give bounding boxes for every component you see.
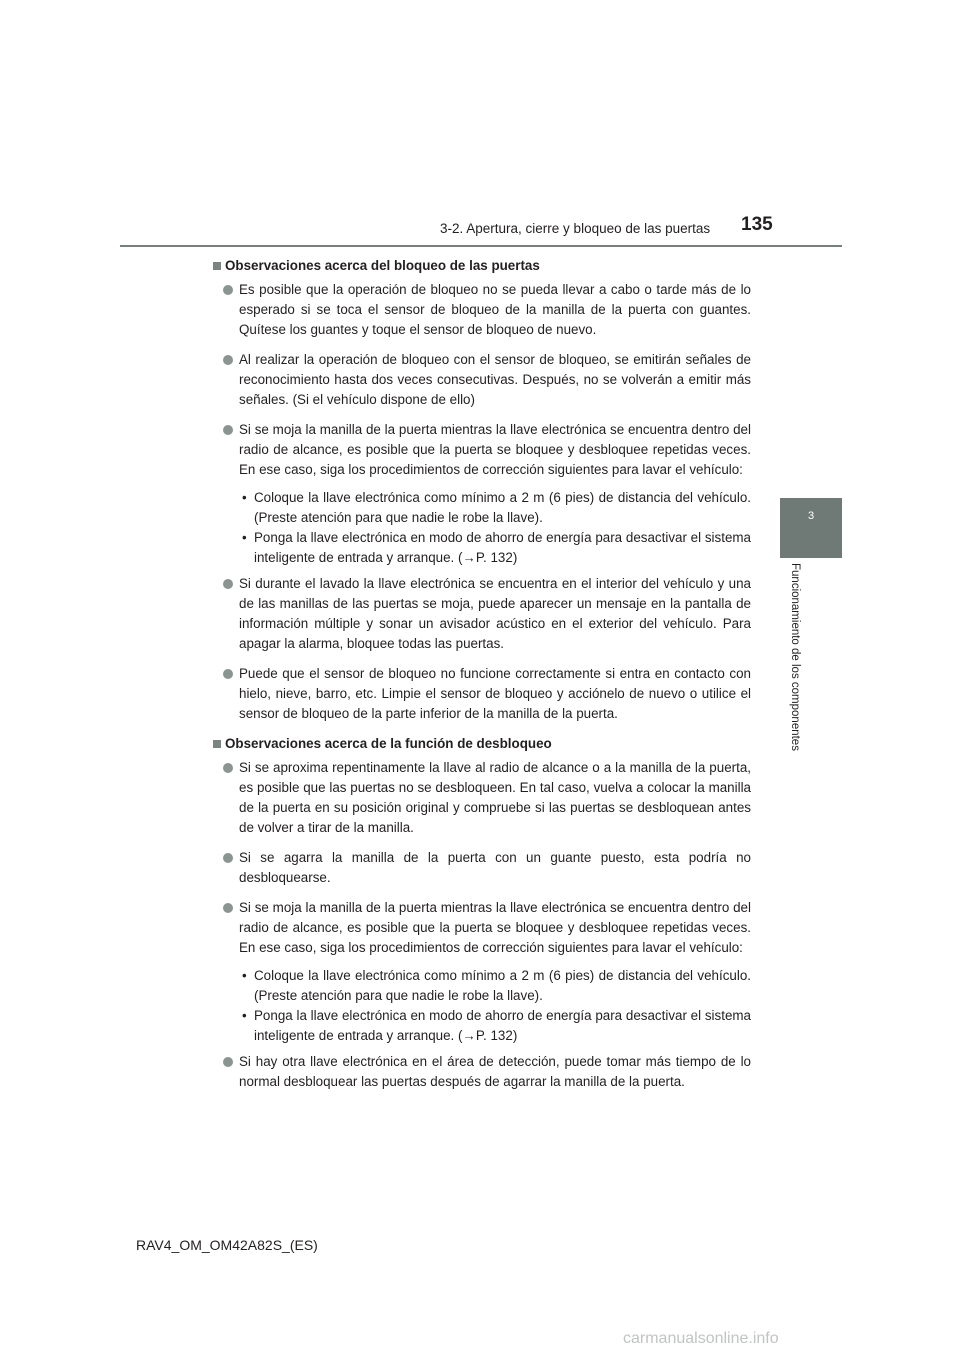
dot-bullet-icon: • — [242, 968, 247, 983]
circle-bullet-icon — [223, 853, 233, 863]
circle-bullet-icon — [223, 285, 233, 295]
list-item: Si se agarra la manilla de la puerta con un guante puesto, esta podría no desbloquearse. — [223, 848, 751, 888]
page-number: 135 — [741, 214, 773, 235]
doc-code: RAV4_OM_OM42A82S_(ES) — [136, 1237, 318, 1253]
circle-bullet-icon — [223, 579, 233, 589]
list-item: Si se moja la manilla de la puerta mientras la llave electrónica se encuentra dentro del radio de alcance, es posible que la puerta se bloquee y desbloquee repetidas veces. En ese caso, siga los procedimientos de corrección siguientes para lavar el vehículo: — [223, 420, 751, 480]
page-content — [213, 256, 751, 1102]
chapter-number: 3 — [807, 510, 815, 522]
circle-bullet-icon — [223, 763, 233, 773]
list-item: Puede que el sensor de bloqueo no funcione correctamente si entra en contacto con hielo, nieve, barro, etc. Limpie el sensor de bloqueo y acciónelo de nuevo o utilice el sensor de bloqueo de la parte inferior de la manilla de la puerta. — [223, 664, 751, 724]
header-rule — [120, 245, 842, 247]
chapter-title: Funcionamiento de los componentes — [789, 563, 801, 751]
circle-bullet-icon — [223, 355, 233, 365]
section-title: 3-2. Apertura, cierre y bloqueo de las puertas — [440, 221, 711, 236]
dot-bullet-icon: • — [242, 1008, 247, 1023]
dot-bullet-icon: • — [242, 490, 247, 505]
list-item: Es posible que la operación de bloqueo no se pueda llevar a cabo o tarde más de lo esperado si se toca el sensor de bloqueo de la manilla de la puerta con guantes. Quítese los guantes y toque el sensor de bloqueo de nuevo. — [223, 280, 751, 340]
square-bullet-icon — [213, 262, 221, 270]
list-item: Al realizar la operación de bloqueo con el sensor de bloqueo, se emitirán señales de reconocimiento hasta dos veces consecutivas. Después, no se volverán a emitir más señales. (Si el vehículo dispone de ello) — [223, 350, 751, 410]
list-item: Si se moja la manilla de la puerta mientras la llave electrónica se encuentra dentro del radio de alcance, es posible que la puerta se bloquee y desbloquee repetidas veces. En ese caso, siga los procedimientos de corrección siguientes para lavar el vehículo: — [223, 898, 751, 958]
list-item: Si se aproxima repentinamente la llave al radio de alcance o a la manilla de la puerta, es posible que las puertas no se desbloqueen. En tal caso, vuelva a colocar la manilla de la puerta en su posición original y compruebe si las puertas se desbloquean antes de volver a tirar de la manilla. — [223, 758, 751, 838]
sub-list-item: • Ponga la llave electrónica en modo de ahorro de energía para desactivar el sistema inteligente de entrada y arranque. (→P. 132) — [242, 1006, 751, 1046]
circle-bullet-icon — [223, 669, 233, 679]
circle-bullet-icon — [223, 1057, 233, 1067]
chapter-tab[interactable] — [780, 498, 842, 558]
sub-list-item: • Coloque la llave electrónica como mínimo a 2 m (6 pies) de distancia del vehículo. (Preste atención para que nadie le robe la llave). — [242, 966, 751, 1006]
sub-list-item: • Coloque la llave electrónica como mínimo a 2 m (6 pies) de distancia del vehículo. (Preste atención para que nadie le robe la llave). — [242, 488, 751, 528]
page-header — [0, 0, 960, 250]
sub-list-item: • Ponga la llave electrónica en modo de ahorro de energía para desactivar el sistema inteligente de entrada y arranque. (→P. 132) — [242, 528, 751, 568]
list-item: Si hay otra llave electrónica en el área de detección, puede tomar más tiempo de lo normal desbloquear las puertas después de agarrar la manilla de la puerta. — [223, 1052, 751, 1092]
list-item: Si durante el lavado la llave electrónica se encuentra en el interior del vehículo y una de las manillas de las puertas se moja, puede aparecer un mensaje en la pantalla de información múltiple y sonar un avisador acústico en el exterior del vehículo. Para apagar la alarma, bloquee todas las puertas. — [223, 574, 751, 654]
section-heading: Observaciones acerca del bloqueo de las puertas — [213, 256, 751, 276]
watermark-logo: carmanualsonline.info — [623, 1330, 779, 1347]
sub-list — [242, 488, 751, 568]
sub-list — [242, 966, 751, 1046]
section-heading: Observaciones acerca de la función de desbloqueo — [213, 734, 751, 754]
square-bullet-icon — [213, 740, 221, 748]
circle-bullet-icon — [223, 425, 233, 435]
circle-bullet-icon — [223, 903, 233, 913]
dot-bullet-icon: • — [242, 530, 247, 545]
